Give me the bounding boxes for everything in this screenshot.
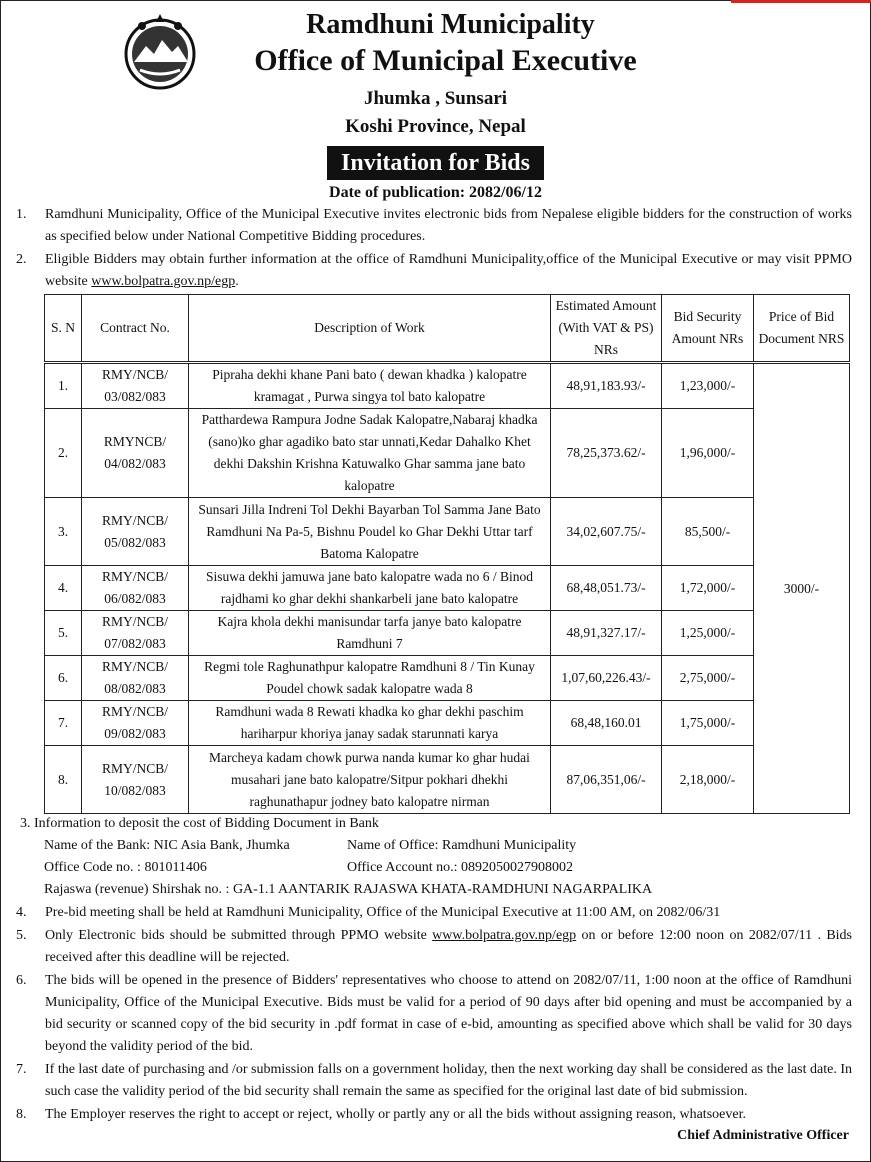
- letterhead: [0, 8, 871, 204]
- table-row: 8. RMY/NCB/ 10/082/083 Marcheya kadam chowk purwa nanda kumar ko ghar hudai musahari jane bato kalopatre/Sitpur pokhari dhekhi raghunathapur jodney bato kalopatre nirman 87,06,351,06/- 2,18,000/-: [45, 746, 850, 814]
- ppmo-link[interactable]: www.bolpatra.gov.np/egp: [91, 274, 236, 289]
- clause-6: 6. The bids will be opened in the presence of Bidders' representatives who choose to attend on 2082/07/11, 1:00 noon at the office of Ramdhuni Municipality, Office of the Municipal Executive. Bids must be valid for a period of 90 days after bid opening and must be accompanied by a bid security or scanned copy of the bid security in .pdf format in case of e-bid, amounting as specified above which shall be valid for 30 days beyond the validity period of the bid.: [16, 973, 852, 1054]
- ppmo-link-submission[interactable]: www.bolpatra.gov.np/egp: [432, 928, 577, 943]
- clause-4: 4. Pre-bid meeting shall be held at Ramdhuni Municipality, Office of the Municipal Executive at 11:00 AM, on 2082/06/31: [16, 905, 721, 920]
- publication-date: Date of publication: 2082/06/12: [329, 184, 542, 201]
- corner-mark: [731, 0, 871, 3]
- table-row: 3. RMY/NCB/ 05/082/083 Sunsari Jilla Indreni Tol Dekhi Bayarban Tol Samma Jane Bato Ramdhuni Na Pa-5, Bishnu Poudel ko Ghar Dekhi Uttar tarf Batoma Kalopatre 34,02,607.75/- 85,500/-: [45, 498, 850, 566]
- clause-7: 7. If the last date of purchasing and /or submission falls on a government holiday, then the next working day shall be considered as the last date. In such case the validity period of the bid security shall remain the same as specified for the original last date of bid submission.: [16, 1062, 852, 1099]
- header-price: Price of Bid Document NRS: [754, 295, 850, 363]
- clause-8: 8. The Employer reserves the right to accept or reject, wholly or partly any or all the bids without assigning reason, whatsoever.: [16, 1107, 746, 1122]
- revenue-head: Rajaswa (revenue) Shirshak no. : GA-1.1 AANTARIK RAJASWA KHATA-RAMDHUNI NAGARPALIKA: [44, 882, 653, 897]
- notice-title: Invitation for Bids: [327, 146, 544, 180]
- office-account: Office Account no.: 0892050027908002: [347, 860, 574, 875]
- office-name-bank: Name of Office: Ramdhuni Municipality: [347, 838, 577, 853]
- header-security: Bid Security Amount NRs: [662, 295, 754, 363]
- office-name: Office of Municipal Executive: [254, 44, 637, 77]
- table-row: 1. RMY/NCB/ 03/082/083 Pipraha dekhi khane Pani bato ( dewan khadka ) kalopatre kramagat , Purwa singya tol bato kalopatre 48,91,183.93/- 1,23,000/- 3000/-: [45, 363, 850, 409]
- table-row: 6. RMY/NCB/ 08/082/083 Regmi tole Raghunathpur kalopatre Ramdhuni 8 / Tin Kunay Poudel chowk sadak kalopatre wada 8 1,07,60,226.43/- 2,75,000/-: [45, 656, 850, 701]
- signature: Chief Administrative Officer: [677, 1128, 849, 1143]
- table-row: 4. RMY/NCB/ 06/082/083 Sisuwa dekhi jamuwa jane bato kalopatre wada no 6 / Binod rajdhami ko ghar dekhi shankarbeli jane bato kalopatre 68,48,051.73/- 1,72,000/-: [45, 566, 850, 611]
- bids-table: [44, 294, 850, 814]
- table-row: 5. RMY/NCB/ 07/082/083 Kajra khola dekhi manisundar tarfa janye bato kalopatre Ramdhuni 7 48,91,327.17/- 1,25,000/-: [45, 611, 850, 656]
- bank-heading: 3. Information to deposit the cost of Bidding Document in Bank: [20, 816, 379, 831]
- header-contract: Contract No.: [82, 295, 189, 363]
- clause-5: 5. Only Electronic bids should be submitted through PPMO website www.bolpatra.gov.np/egp on or before 12:00 noon on 2082/07/11 . Bids received after this deadline will be rejected.: [16, 928, 852, 965]
- clause-2: 2. Eligible Bidders may obtain further information at the office of Ramdhuni Municipality,office of the Municipal Executive or may visit PPMO website www.bolpatra.gov.np/egp.: [16, 252, 852, 289]
- clause-1: 1. Ramdhuni Municipality, Office of the Municipal Executive invites electronic bids from Nepalese eligible bidders for the construction of works as specified below under National Competitive Bidding procedures.: [16, 207, 852, 244]
- office-code: Office Code no. : 801011406: [44, 860, 207, 875]
- header-estimated: Estimated Amount (With VAT & PS) NRs: [551, 295, 662, 363]
- table-row: 2. RMYNCB/ 04/082/083 Patthardewa Rampura Jodne Sadak Kalopatre,Nabaraj khadka (sano)ko ghar agadiko bato star unnati,Kedar Dahalko Khet dekhi Dakshin Krishna Katuwalko Ghar samma jane bato kalopatre 78,25,373.62/- 1,96,000/-: [45, 409, 850, 498]
- header-sn: S. N: [45, 295, 82, 363]
- header-description: Description of Work: [189, 295, 551, 363]
- location: Jhumka , Sunsari: [363, 88, 508, 109]
- price-of-bid-document: 3000/-: [754, 363, 850, 814]
- bank-name: Name of the Bank: NIC Asia Bank, Jhumka: [44, 838, 290, 853]
- org-name: Ramdhuni Municipality: [306, 9, 595, 40]
- table-row: 7. RMY/NCB/ 09/082/083 Ramdhuni wada 8 Rewati khadka ko ghar dekhi paschim hariharpur khoriya janay sadak starunnati karya 68,48,160.01 1,75,000/-: [45, 701, 850, 746]
- province: Koshi Province, Nepal: [345, 116, 526, 137]
